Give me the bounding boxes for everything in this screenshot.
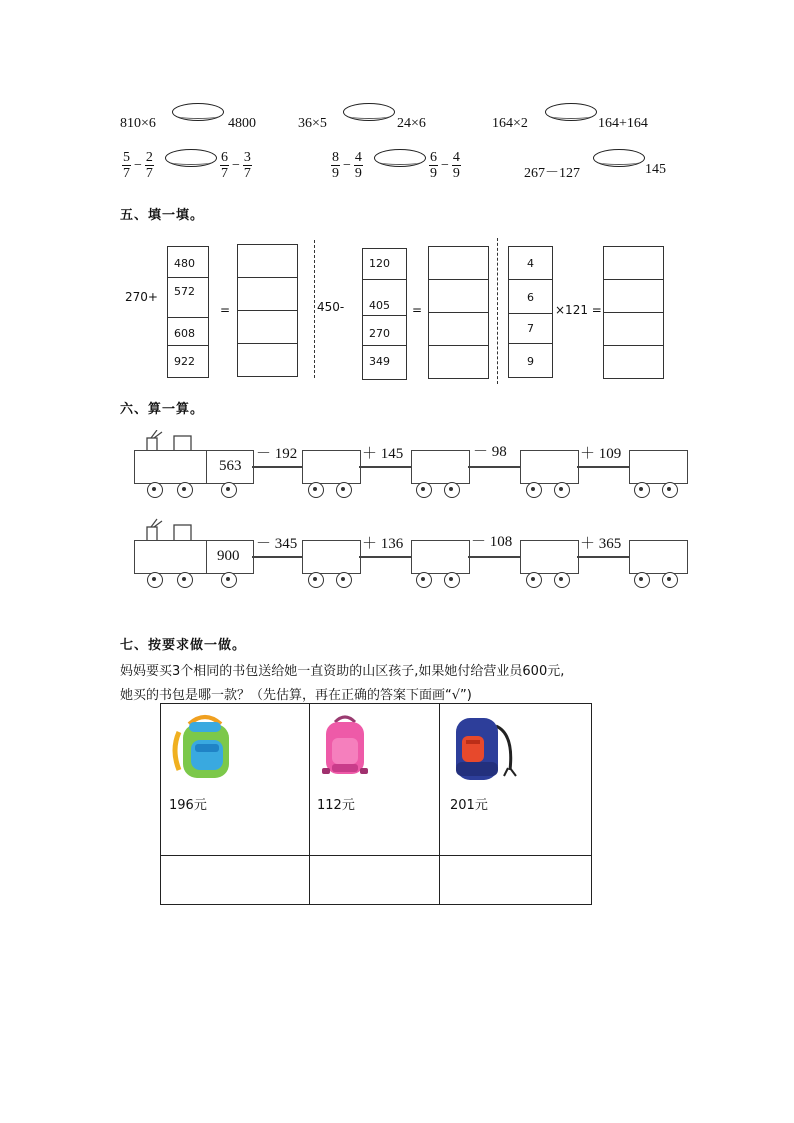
wheel-icon xyxy=(308,482,324,498)
answer-column-3[interactable] xyxy=(603,246,664,379)
expr-164plus164: 164+164 xyxy=(598,116,648,131)
backpack-table xyxy=(160,703,592,905)
wheel-icon xyxy=(336,482,352,498)
wheel-icon xyxy=(221,572,237,588)
answer-cell-1[interactable] xyxy=(161,856,310,904)
wheel-icon xyxy=(634,572,650,588)
wheel-icon xyxy=(177,572,193,588)
cell-7: 7 xyxy=(527,322,534,335)
compare-oval-5[interactable] xyxy=(374,149,426,167)
train-2-start-car xyxy=(206,540,254,574)
problem-line-1: 妈妈要买3个相同的书包送给她一直资助的山区孩子,如果她付给营业员600元, xyxy=(120,664,565,679)
section-7-heading: 七、按要求做一做。 xyxy=(120,638,247,653)
fraction-expr-3: 8 9 − $\frac{4}{9}$ xyxy=(332,150,362,181)
wheel-icon xyxy=(147,572,163,588)
price-bag-3: 201元 xyxy=(450,798,488,813)
train-1-op-2: ＋ 145 xyxy=(362,446,404,462)
answer-cell-2[interactable] xyxy=(310,856,440,904)
equals-1: = xyxy=(220,303,231,317)
wheel-icon xyxy=(147,482,163,498)
value-column-3 xyxy=(508,246,553,378)
expr-164x2: 164×2 xyxy=(492,116,528,131)
cell-608: 608 xyxy=(174,327,195,340)
wheel-icon xyxy=(444,572,460,588)
cell-480: 480 xyxy=(174,257,195,270)
cell-572: 572 xyxy=(174,285,195,298)
train-1-op-4: ＋ 109 xyxy=(580,446,622,462)
value-column-1 xyxy=(167,246,209,378)
compare-oval-1[interactable] xyxy=(172,103,224,121)
train-2-start-value: 900 xyxy=(217,548,240,564)
answer-column-2[interactable] xyxy=(428,246,489,379)
locomotive-cab xyxy=(134,540,208,574)
price-bag-2: 112元 xyxy=(317,798,355,813)
expr-24x6: 24×6 xyxy=(397,116,426,131)
problem-line-2: 她买的书包是哪一款？（先估算，再在正确的答案下面画“√”) xyxy=(120,688,472,703)
cell-270: 270 xyxy=(369,327,390,340)
wheel-icon xyxy=(308,572,324,588)
train-1-car-2[interactable] xyxy=(411,450,470,484)
cell-9: 9 xyxy=(527,355,534,368)
train-2-op-3: － 108 xyxy=(471,534,513,550)
train-2-car-4[interactable] xyxy=(629,540,688,574)
green-backpack-icon xyxy=(169,710,241,784)
cell-349: 349 xyxy=(369,355,390,368)
value-145: 145 xyxy=(645,162,666,177)
compare-oval-3[interactable] xyxy=(545,103,597,121)
divider-2 xyxy=(497,238,498,384)
fraction-expr-4: 6 9 − $\frac{4}{9}$ xyxy=(430,150,460,181)
train-2-op-2: ＋ 136 xyxy=(362,536,404,552)
train-1-car-3[interactable] xyxy=(520,450,579,484)
train-1-start-car xyxy=(206,450,254,484)
value-4800: 4800 xyxy=(228,116,256,131)
divider-1 xyxy=(314,240,315,378)
answer-column-1[interactable] xyxy=(237,244,298,377)
prefix-450-minus: 450- xyxy=(317,300,345,314)
wheel-icon xyxy=(221,482,237,498)
fraction-expr-1: 5 7 − $\frac{2}{7}$ xyxy=(123,150,153,181)
wheel-icon xyxy=(177,482,193,498)
wheel-icon xyxy=(554,482,570,498)
fraction-expr-2: 6 7 − $\frac{3}{7}$ xyxy=(221,150,251,181)
expr-810x6: 810×6 xyxy=(120,116,156,131)
prefix-270-plus: 270+ xyxy=(125,290,158,304)
wheel-icon xyxy=(416,572,432,588)
wheel-icon xyxy=(662,572,678,588)
value-column-2 xyxy=(362,248,407,380)
train-2-op-1: － 345 xyxy=(256,536,298,552)
section-5-heading: 五、填一填。 xyxy=(120,208,205,223)
train-2-car-2[interactable] xyxy=(411,540,470,574)
equals-2: = xyxy=(412,303,423,317)
wheel-icon xyxy=(526,482,542,498)
answer-cell-3[interactable] xyxy=(440,856,591,904)
train-1-start-value: 563 xyxy=(219,458,242,474)
wheel-icon xyxy=(634,482,650,498)
blue-backpack-icon xyxy=(450,712,522,782)
train-2-op-4: ＋ 365 xyxy=(580,536,622,552)
wheel-icon xyxy=(416,482,432,498)
expr-36x5: 36×5 xyxy=(298,116,327,131)
compare-oval-4[interactable] xyxy=(165,149,217,167)
suffix-times-121: ×121 = xyxy=(555,303,602,317)
cell-922: 922 xyxy=(174,355,195,368)
locomotive-cab xyxy=(134,450,208,484)
expr-267minus127: 267－127 xyxy=(524,166,580,181)
compare-oval-6[interactable] xyxy=(593,149,645,167)
cell-4: 4 xyxy=(527,257,534,270)
compare-oval-2[interactable] xyxy=(343,103,395,121)
wheel-icon xyxy=(444,482,460,498)
train-1-op-3: － 98 xyxy=(473,444,507,460)
cell-405: 405 xyxy=(369,299,390,312)
train-2-car-3[interactable] xyxy=(520,540,579,574)
wheel-icon xyxy=(336,572,352,588)
cell-6: 6 xyxy=(527,291,534,304)
pink-backpack-icon xyxy=(317,712,373,780)
train-2-car-1[interactable] xyxy=(302,540,361,574)
cell-120: 120 xyxy=(369,257,390,270)
price-bag-1: 196元 xyxy=(169,798,207,813)
locomotive-chimney-icon xyxy=(140,518,200,542)
train-1-car-1[interactable] xyxy=(302,450,361,484)
section-6-heading: 六、算一算。 xyxy=(120,402,205,417)
wheel-icon xyxy=(662,482,678,498)
wheel-icon xyxy=(554,572,570,588)
locomotive-chimney-icon xyxy=(140,430,200,452)
train-1-op-1: － 192 xyxy=(256,446,298,462)
train-1-car-4[interactable] xyxy=(629,450,688,484)
wheel-icon xyxy=(526,572,542,588)
